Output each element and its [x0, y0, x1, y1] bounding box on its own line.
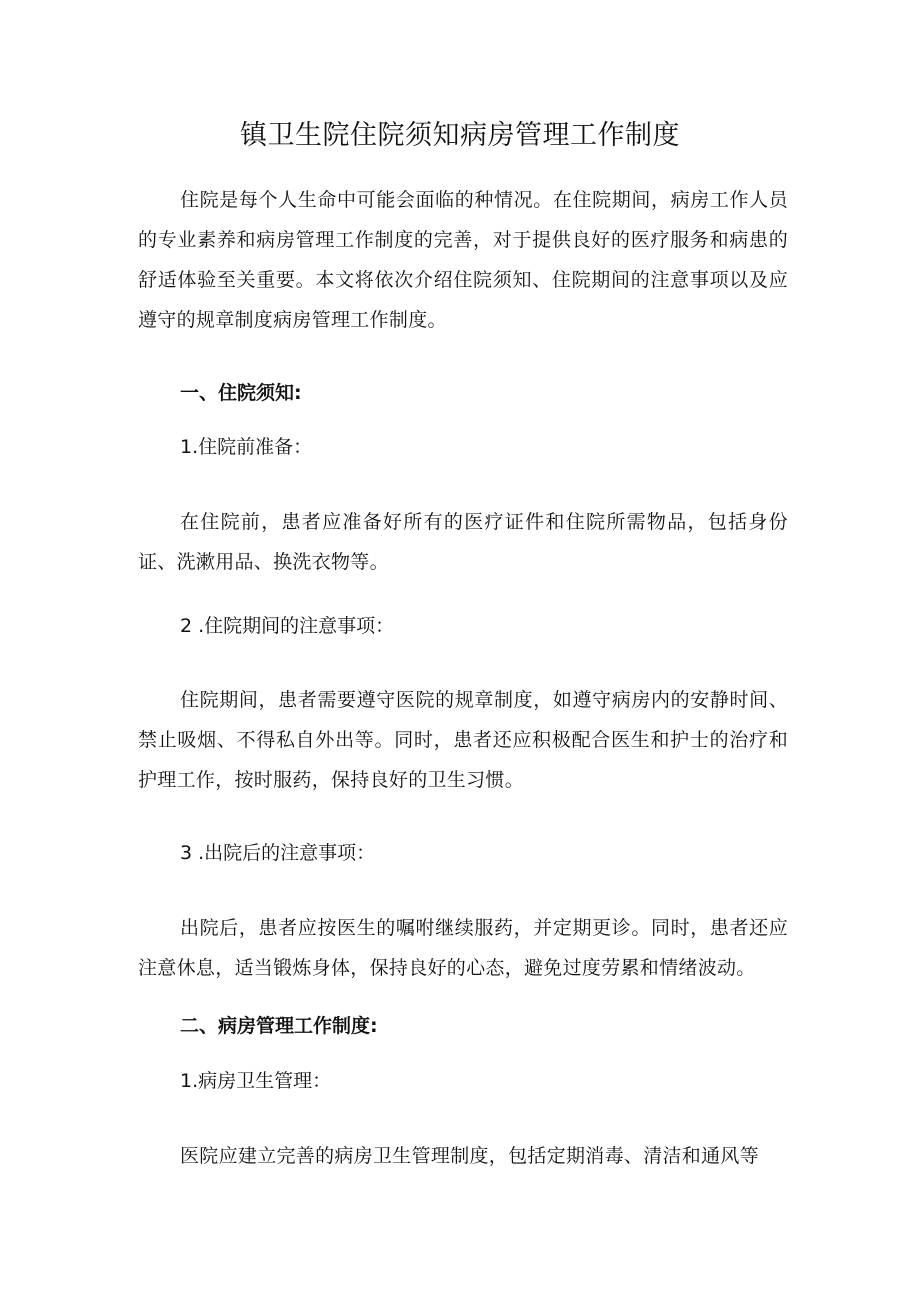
document-title: 镇卫生院住院须知病房管理工作制度: [240, 120, 680, 151]
section-heading-admission-notice: 一、住院须知:: [180, 382, 302, 404]
item-heading-ward-hygiene: 1.病房卫生管理：: [180, 1070, 332, 1092]
item-heading-during-stay: 2 .住院期间的注意事项：: [180, 615, 395, 637]
item-body-during-stay: 住院期间，患者需要遵守医院的规章制度，如遵守病房内的安静时间、禁止吸烟、不得私自外出等。同时，患者还应积极配合医生和护士的治疗和护理工作，按时服药，保持良好的卫生习惯。: [138, 689, 788, 791]
item-heading-after-discharge: 3 .出院后的注意事项：: [180, 842, 376, 864]
item-body-ward-hygiene: 医院应建立完善的病房卫生管理制度，包括定期消毒、清洁和通风等: [180, 1145, 760, 1167]
item-heading-pre-admission: 1.住院前准备：: [180, 436, 313, 458]
item-body-after-discharge: 出院后，患者应按医生的嘱咐继续服药，并定期更诊。同时，患者还应注意休息，适当锻炼身体，保持良好的心态，避免过度劳累和情绪波动。: [138, 917, 788, 979]
intro-paragraph: 住院是每个人生命中可能会面临的种情况。在住院期间，病房工作人员的专业素养和病房管理工作制度的完善，对于提供良好的医疗服务和病患的舒适体验至关重要。本文将依次介绍住院须知、住院期间的注意事项以及应遵守的规章制度病房管理工作制度。: [138, 189, 788, 331]
item-body-pre-admission: 在住院前，患者应准备好所有的医疗证件和住院所需物品，包括身份证、洗漱用品、换洗衣物等。: [138, 511, 788, 573]
section-heading-ward-management: 二、病房管理工作制度:: [180, 1015, 378, 1037]
